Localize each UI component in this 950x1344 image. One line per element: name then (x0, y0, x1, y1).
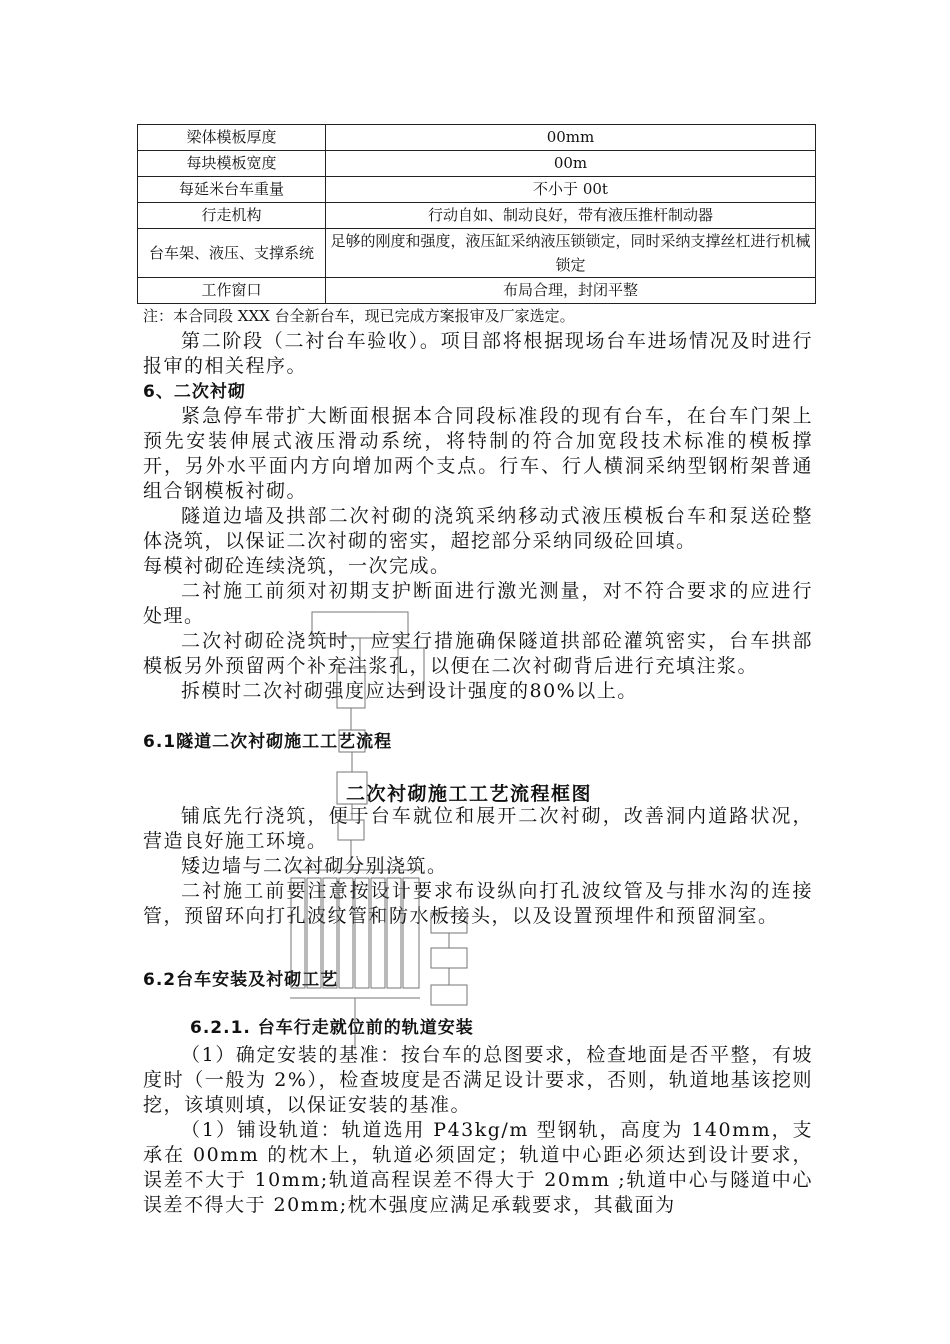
paragraph: 铺底先行浇筑，便于台车就位和展开二次衬砌，改善洞内道路状况，营造良好施工环境。 (143, 805, 813, 852)
paragraph: 拆模时二次衬砌强度应达到设计强度的80%以上。 (181, 680, 638, 702)
table-key: 台车架、液压、支撑系统 (138, 229, 326, 278)
table-row (138, 177, 816, 203)
table-value: 00m (326, 151, 816, 177)
table-row (138, 278, 816, 304)
paragraph: 二衬施工前要注意按设计要求布设纵向打孔波纹管及与排水沟的连接管，预留环向打孔波纹管和防水板接头，以及设置预埋件和预留洞室。 (143, 880, 813, 927)
table-value: 足够的刚度和强度，液压缸采纳液压锁锁定，同时采纳支撑丝杠进行机械锁定 (326, 229, 816, 278)
table-note: 注：本合同段 XXX 台全新台车，现已完成方案报审及厂家选定。 (143, 307, 575, 325)
table-row (138, 151, 816, 177)
paragraph: （1）铺设轨道：轨道选用 P43kg/m 型钢轨，高度为 140mm，支承在 00mm 的枕木上，轨道必须固定；轨道中心距必须达到设计要求，误差不大于 10mm;轨道高程误差不得大于 20mm ;轨道中心与隧道中心误差不得大于 20mm;枕木强度应满足承载要求，其截面为 (143, 1119, 813, 1216)
flowchart-caption: 二次衬砌施工工艺流程框图 (346, 783, 593, 805)
table-key: 行走机构 (138, 203, 326, 229)
table-value: 行动自如、制动良好，带有液压推杆制动器 (326, 203, 816, 229)
table-row (138, 203, 816, 229)
table-value: 布局合理，封闭平整 (326, 278, 816, 304)
section-6-2-1-body (143, 1043, 813, 1218)
section-heading-6-2: 6.2台车安装及衬砌工艺 (143, 970, 339, 990)
paragraph: 二次衬砌砼浇筑时，应实行措施确保隧道拱部砼灌筑密实，台车拱部模板另外预留两个补充注浆孔，以便在二次衬砌背后进行充填注浆。 (143, 630, 813, 677)
section-6-body (143, 404, 813, 704)
paragraph: 二衬施工前须对初期支护断面进行激光测量，对不符合要求的应进行处理。 (143, 580, 813, 627)
table-key: 每延米台车重量 (138, 177, 326, 203)
paragraph: 紧急停车带扩大断面根据本合同段标准段的现有台车，在台车门架上预先安装伸展式液压滑动系统，将特制的符合加宽段技术标准的模板撑开，另外水平面内方向增加两个支点。行车、行人横洞采纳型钢桁架普通组合钢模板衬砌。 (143, 405, 813, 502)
table-value: 00mm (326, 125, 816, 151)
table-row (138, 125, 816, 151)
paragraph: 矮边墙与二次衬砌分别浇筑。 (181, 855, 448, 877)
paragraph: 第二阶段（二衬台车验收）。项目部将根据现场台车进场情况及时进行报审的相关程序。 (143, 330, 813, 377)
section-6-1-body (143, 804, 813, 929)
section-heading-6-1: 6.1隧道二次衬砌施工工艺流程 (143, 732, 393, 752)
stage2-paragraph-block (143, 329, 813, 379)
spec-table (137, 124, 816, 304)
table-key: 工作窗口 (138, 278, 326, 304)
table-key: 每块模板宽度 (138, 151, 326, 177)
paragraph: 每模衬砌砼连续浇筑，一次完成。 (143, 555, 451, 577)
section-heading-6-2-1: 6.2.1. 台车行走就位前的轨道安装 (190, 1018, 474, 1038)
paragraph: （1）确定安装的基准：按台车的总图要求，检查地面是否平整，有坡度时（一般为 2%），检查坡度是否满足设计要求，否则，轨道地基该挖则挖，该填则填，以保证安装的基准。 (143, 1044, 813, 1116)
flow-box (431, 948, 467, 968)
section-heading-6: 6、二次衬砌 (143, 382, 246, 402)
flow-box (431, 985, 467, 1005)
table-row (138, 229, 816, 278)
table-value: 不小于 00t (326, 177, 816, 203)
table-key: 梁体模板厚度 (138, 125, 326, 151)
paragraph: 隧道边墙及拱部二次衬砌的浇筑采纳移动式液压模板台车和泵送砼整体浇筑，以保证二次衬砌的密实，超挖部分采纳同级砼回填。 (143, 505, 813, 552)
